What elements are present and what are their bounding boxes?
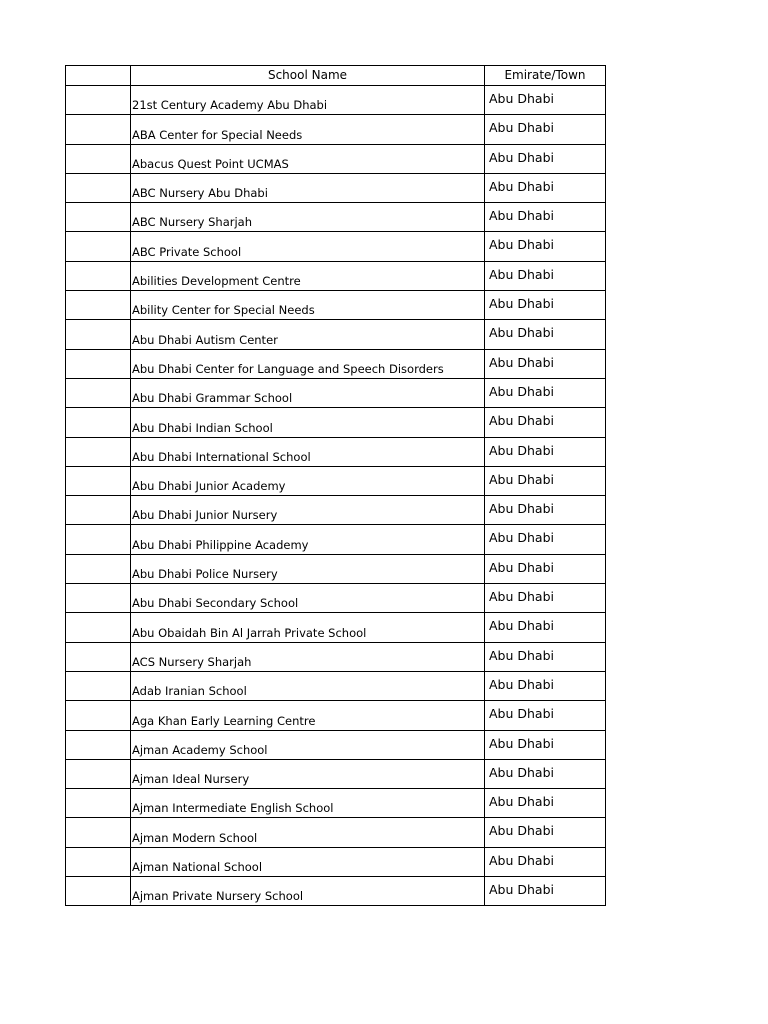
table-row — [66, 642, 606, 671]
row-blank-cell — [66, 203, 131, 232]
emirate-town-cell: Abu Dhabi — [485, 378, 606, 407]
school-name-cell: Abu Dhabi Secondary School — [131, 584, 485, 613]
row-blank-cell — [66, 671, 131, 700]
school-name-cell: ABC Nursery Sharjah — [131, 203, 485, 232]
emirate-town-cell: Abu Dhabi — [485, 818, 606, 847]
schools-table — [65, 65, 606, 906]
school-name-cell: 21st Century Academy Abu Dhabi — [131, 86, 485, 115]
table-row — [66, 86, 606, 115]
emirate-town-cell: Abu Dhabi — [485, 584, 606, 613]
school-name-cell: Abu Dhabi Junior Nursery — [131, 496, 485, 525]
row-blank-cell — [66, 847, 131, 876]
school-name-cell: ABC Nursery Abu Dhabi — [131, 173, 485, 202]
emirate-town-cell: Abu Dhabi — [485, 320, 606, 349]
emirate-town-cell: Abu Dhabi — [485, 730, 606, 759]
emirate-town-cell: Abu Dhabi — [485, 789, 606, 818]
emirate-town-cell: Abu Dhabi — [485, 232, 606, 261]
table-row — [66, 525, 606, 554]
emirate-town-cell: Abu Dhabi — [485, 847, 606, 876]
row-blank-cell — [66, 584, 131, 613]
table-row — [66, 261, 606, 290]
emirate-town-header: Emirate/Town — [485, 66, 606, 86]
emirate-town-cell: Abu Dhabi — [485, 671, 606, 700]
emirate-town-cell: Abu Dhabi — [485, 203, 606, 232]
row-blank-cell — [66, 789, 131, 818]
table-row — [66, 437, 606, 466]
school-name-cell: Adab Iranian School — [131, 671, 485, 700]
row-blank-cell — [66, 642, 131, 671]
row-blank-cell — [66, 554, 131, 583]
emirate-town-cell: Abu Dhabi — [485, 466, 606, 495]
emirate-town-cell: Abu Dhabi — [485, 115, 606, 144]
row-blank-cell — [66, 86, 131, 115]
emirate-town-cell: Abu Dhabi — [485, 613, 606, 642]
row-blank-cell — [66, 115, 131, 144]
row-blank-cell — [66, 408, 131, 437]
table-row — [66, 584, 606, 613]
table-row — [66, 408, 606, 437]
table-row — [66, 173, 606, 202]
table-row — [66, 759, 606, 788]
school-name-cell: Aga Khan Early Learning Centre — [131, 701, 485, 730]
table-header-row — [66, 66, 606, 86]
school-name-cell: Abu Dhabi Philippine Academy — [131, 525, 485, 554]
school-name-cell: Abilities Development Centre — [131, 261, 485, 290]
blank-header-cell — [66, 66, 131, 86]
table-row — [66, 789, 606, 818]
emirate-town-cell: Abu Dhabi — [485, 642, 606, 671]
row-blank-cell — [66, 701, 131, 730]
table-row — [66, 847, 606, 876]
emirate-town-cell: Abu Dhabi — [485, 291, 606, 320]
table-row — [66, 203, 606, 232]
row-blank-cell — [66, 466, 131, 495]
emirate-town-cell: Abu Dhabi — [485, 349, 606, 378]
row-blank-cell — [66, 496, 131, 525]
table-row — [66, 877, 606, 906]
school-name-cell: Abu Dhabi Junior Academy — [131, 466, 485, 495]
row-blank-cell — [66, 349, 131, 378]
table-row — [66, 701, 606, 730]
school-name-cell: Ajman Intermediate English School — [131, 789, 485, 818]
row-blank-cell — [66, 437, 131, 466]
emirate-town-cell: Abu Dhabi — [485, 759, 606, 788]
emirate-town-cell: Abu Dhabi — [485, 86, 606, 115]
table-row — [66, 320, 606, 349]
school-name-cell: ABA Center for Special Needs — [131, 115, 485, 144]
table-row — [66, 730, 606, 759]
row-blank-cell — [66, 759, 131, 788]
row-blank-cell — [66, 877, 131, 906]
school-name-cell: Abu Dhabi Autism Center — [131, 320, 485, 349]
row-blank-cell — [66, 378, 131, 407]
school-name-cell: Ajman Ideal Nursery — [131, 759, 485, 788]
table-row — [66, 818, 606, 847]
table-row — [66, 496, 606, 525]
school-name-cell: Ability Center for Special Needs — [131, 291, 485, 320]
table-row — [66, 554, 606, 583]
emirate-town-cell: Abu Dhabi — [485, 701, 606, 730]
school-name-cell: Ajman Academy School — [131, 730, 485, 759]
school-name-cell: Abu Dhabi Grammar School — [131, 378, 485, 407]
school-name-cell: Abu Dhabi Indian School — [131, 408, 485, 437]
school-name-cell: ABC Private School — [131, 232, 485, 261]
table-row — [66, 232, 606, 261]
school-name-header: School Name — [131, 66, 485, 86]
row-blank-cell — [66, 730, 131, 759]
emirate-town-cell: Abu Dhabi — [485, 554, 606, 583]
table-row — [66, 115, 606, 144]
emirate-town-cell: Abu Dhabi — [485, 261, 606, 290]
table-row — [66, 378, 606, 407]
row-blank-cell — [66, 232, 131, 261]
row-blank-cell — [66, 818, 131, 847]
table-row — [66, 671, 606, 700]
table-row — [66, 613, 606, 642]
row-blank-cell — [66, 261, 131, 290]
school-name-cell: Ajman Private Nursery School — [131, 877, 485, 906]
emirate-town-cell: Abu Dhabi — [485, 173, 606, 202]
row-blank-cell — [66, 291, 131, 320]
row-blank-cell — [66, 525, 131, 554]
school-name-cell: Ajman Modern School — [131, 818, 485, 847]
school-name-cell: Abu Dhabi Police Nursery — [131, 554, 485, 583]
row-blank-cell — [66, 144, 131, 173]
emirate-town-cell: Abu Dhabi — [485, 877, 606, 906]
school-name-cell: Abu Dhabi International School — [131, 437, 485, 466]
emirate-town-cell: Abu Dhabi — [485, 408, 606, 437]
table-row — [66, 466, 606, 495]
school-name-cell: Abacus Quest Point UCMAS — [131, 144, 485, 173]
school-name-cell: Abu Dhabi Center for Language and Speech Disorders — [131, 349, 485, 378]
row-blank-cell — [66, 173, 131, 202]
row-blank-cell — [66, 320, 131, 349]
school-name-cell: Abu Obaidah Bin Al Jarrah Private School — [131, 613, 485, 642]
table-row — [66, 291, 606, 320]
emirate-town-cell: Abu Dhabi — [485, 437, 606, 466]
emirate-town-cell: Abu Dhabi — [485, 144, 606, 173]
emirate-town-cell: Abu Dhabi — [485, 496, 606, 525]
school-name-cell: Ajman National School — [131, 847, 485, 876]
table-row — [66, 349, 606, 378]
school-name-cell: ACS Nursery Sharjah — [131, 642, 485, 671]
emirate-town-cell: Abu Dhabi — [485, 525, 606, 554]
table-row — [66, 144, 606, 173]
row-blank-cell — [66, 613, 131, 642]
